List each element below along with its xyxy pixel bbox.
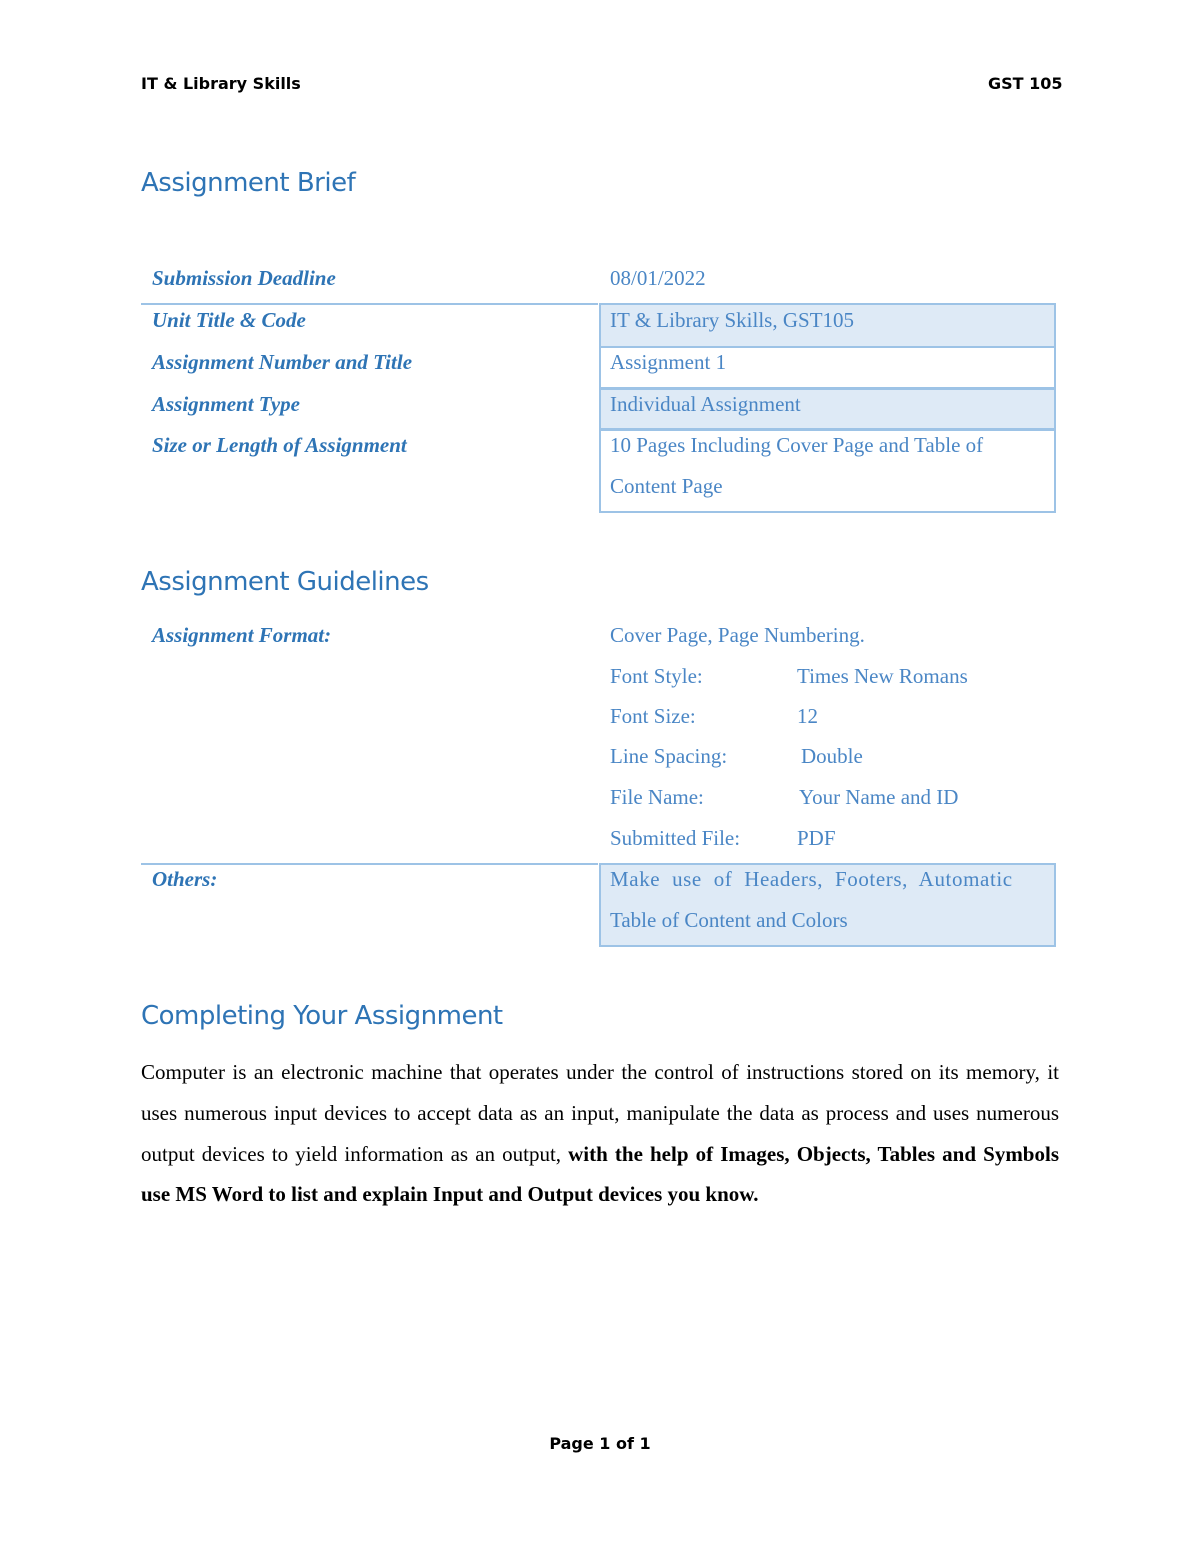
others-value-line2: Table of Content and Colors	[610, 908, 848, 932]
submitted-file-value: PDF	[797, 826, 836, 850]
size-label: Size or Length of Assignment	[152, 433, 407, 457]
assignment-number-value: Assignment 1	[610, 350, 727, 374]
font-style-key: Font Style:	[610, 664, 703, 688]
brief-divider	[141, 303, 598, 305]
unit-title-label: Unit Title & Code	[152, 308, 306, 332]
line-spacing-value: Double	[801, 744, 863, 768]
font-style-value: Times New Romans	[797, 664, 968, 688]
font-size-value: 12	[797, 704, 818, 728]
assignment-format-value: Cover Page, Page Numbering.	[610, 623, 865, 647]
font-size-key: Font Size:	[610, 704, 696, 728]
paragraph-plain-text: Computer is an electronic machine that operates under the control of instructions stored on its memory, it uses numerous input devices to accept data as an input, manipulate the data as process and uses numerous output devices to yield information as an output,	[141, 1060, 1059, 1166]
paragraph-bold-text: with the help of Images, Objects, Tables and Symbols use MS Word to list and explain Input and Output devices you know.	[141, 1141, 1059, 1207]
others-value-line1: Make use of Headers, Footers, Automatic	[610, 867, 1013, 891]
guidelines-divider	[141, 863, 598, 865]
header-right-code: GST 105	[988, 74, 1063, 93]
others-label: Others:	[152, 867, 218, 891]
file-name-key: File Name:	[610, 785, 704, 809]
completing-assignment-paragraph	[141, 1052, 1059, 1215]
header-left-title: IT & Library Skills	[141, 74, 301, 93]
completing-assignment-heading: Completing Your Assignment	[141, 1001, 503, 1031]
assignment-brief-heading: Assignment Brief	[141, 168, 356, 198]
file-name-value: Your Name and ID	[799, 785, 959, 809]
submission-deadline-label: Submission Deadline	[152, 266, 336, 290]
submitted-file-key: Submitted File:	[610, 826, 741, 850]
assignment-guidelines-heading: Assignment Guidelines	[141, 567, 429, 597]
submission-deadline-value: 08/01/2022	[610, 266, 706, 290]
size-value-line1: 10 Pages Including Cover Page and Table of	[610, 433, 984, 457]
assignment-format-label: Assignment Format:	[152, 623, 332, 647]
unit-title-value: IT & Library Skills, GST105	[610, 308, 855, 332]
size-value-line2: Content Page	[610, 474, 723, 498]
assignment-type-label: Assignment Type	[152, 392, 300, 416]
page-number-footer: Page 1 of 1	[549, 1434, 651, 1453]
assignment-number-label: Assignment Number and Title	[152, 350, 413, 374]
line-spacing-key: Line Spacing:	[610, 744, 728, 768]
assignment-type-value: Individual Assignment	[610, 392, 801, 416]
